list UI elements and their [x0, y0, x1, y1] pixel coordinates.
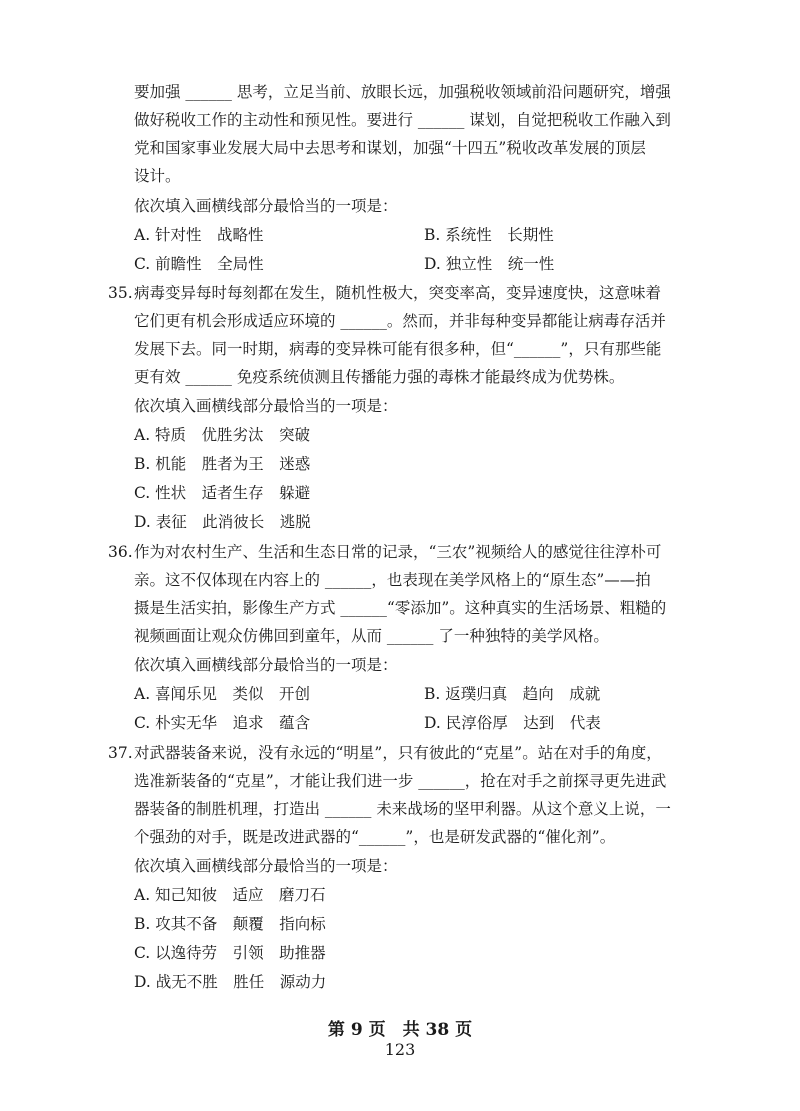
- passage-line: 作为对农村生产、生活和生态日常的记录，“三农”视频给人的感觉往往淳朴可: [134, 543, 662, 561]
- option-a: A. 喜闻乐见 类似 开创: [134, 685, 311, 703]
- option-c: C. 朴实无华 追求 蕴含: [134, 714, 311, 732]
- question-prompt: 依次填入画横线部分最恰当的一项是：: [134, 397, 398, 415]
- option-a: A. 针对性 战略性: [134, 226, 264, 244]
- passage-line: 党和国家事业发展大局中去思考和谋划，加强“十四五”税收改革发展的顶层: [134, 139, 646, 157]
- option-c: C. 前瞻性 全局性: [134, 255, 264, 273]
- option-b: B. 系统性 长期性: [424, 226, 554, 244]
- option-d: D. 战无不胜 胜任 源动力: [134, 973, 327, 991]
- option-c: C. 性状 适者生存 躲避: [134, 484, 311, 502]
- question-prompt: 依次填入画横线部分最恰当的一项是：: [134, 857, 398, 875]
- passage-line: 发展下去。同一时期，病毒的变异株可能有很多种，但“______”，只有那些能: [134, 340, 662, 358]
- question-number: 36.: [108, 543, 133, 561]
- question-prompt: 依次填入画横线部分最恰当的一项是：: [134, 656, 398, 674]
- passage-line: 亲。这不仅体现在内容上的 ______，也表现在美学风格上的“原生态”——拍: [134, 571, 651, 589]
- passage-line: 视频画面让观众仿佛回到童年，从而 ______ 了一种独特的美学风格。: [134, 627, 609, 645]
- passage-line: 器装备的制胜机理，打造出 ______ 未来战场的坚甲利器。从这个意义上说，一: [134, 800, 671, 818]
- passage-line: 选准新装备的“克星”，才能让我们进一步 ______，抢在对手之前探寻更先进武: [134, 772, 667, 790]
- question-number: 35.: [108, 284, 133, 302]
- passage-line: 更有效 ______ 免疫系统侦测且传播能力强的毒株才能最终成为优势株。: [134, 368, 625, 386]
- passage-line: 个强劲的对手，既是改进武器的“______”，也是研发武器的“催化剂”。: [134, 828, 616, 846]
- option-a: A. 知己知彼 适应 磨刀石: [134, 886, 326, 904]
- option-b: B. 返璞归真 趋向 成就: [424, 685, 601, 703]
- question-prompt: 依次填入画横线部分最恰当的一项是：: [134, 197, 398, 215]
- passage-line: 要加强 ______ 思考，立足当前、放眼长远，加强税收领域前沿问题研究，增强: [134, 83, 671, 101]
- option-a: A. 特质 优胜劣汰 突破: [134, 426, 311, 444]
- option-b: B. 机能 胜者为王 迷惑: [134, 455, 311, 473]
- option-d: D. 民淳俗厚 达到 代表: [424, 714, 601, 732]
- option-c: C. 以逸待劳 引领 助推器: [134, 944, 326, 962]
- option-d: D. 独立性 统一性: [424, 255, 555, 273]
- passage-line: 它们更有机会形成适应环境的 ______。然而，并非每种变异都能让病毒存活并: [134, 312, 666, 330]
- question-number: 37.: [108, 744, 133, 762]
- page-number: 123: [384, 1040, 416, 1059]
- passage-line: 病毒变异每时每刻都在发生，随机性极大，突变率高，变异速度快，这意味着: [134, 284, 662, 302]
- option-d: D. 表征 此消彼长 逃脱: [134, 513, 311, 531]
- passage-line: 摄是生活实拍，影像生产方式 ______“零添加”。这种真实的生活场景、粗糙的: [134, 599, 667, 617]
- passage-line: 对武器装备来说，没有永远的“明星”，只有彼此的“克星”。站在对手的角度，: [134, 744, 662, 762]
- passage-line: 设计。: [134, 167, 181, 185]
- page-indicator: 第 9 页 共 38 页: [327, 1020, 473, 1040]
- passage-line: 做好税收工作的主动性和预见性。要进行 ______ 谋划，自觉把税收工作融入到: [134, 111, 671, 129]
- option-b: B. 攻其不备 颠覆 指向标: [134, 915, 326, 933]
